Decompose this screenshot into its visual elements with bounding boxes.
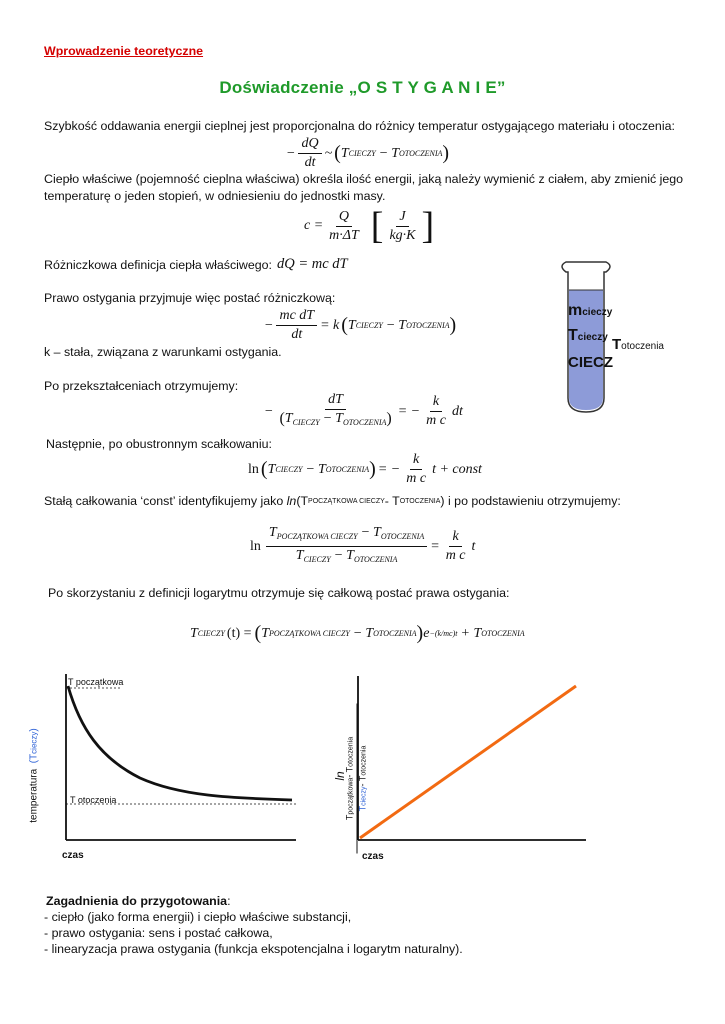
graph1-y-label: temperatura (Tcieczy) [28,728,40,823]
test-tube-illustration [538,254,688,414]
equation-cooling-differential: − $\frac{\text{mc dT}}{dt}$ = k ( T CIECZY − T OTOCZENIA ) [264,308,457,342]
equation-ln-ratio: ln $\frac{T_{POCZĄTKOWA CIECZY} - T_{OTOCZENIA}}{T_{CIECZY} - T_{OTOCZENIA}}$ = $\frac{k}{\text{m c}}$ t [250,525,476,564]
graph2-line [360,686,576,838]
tube-liquid-label: CIECZ [568,354,613,371]
preparation-item-1: - ciepło (jako forma energii) i ciepło właściwe substancji, [44,910,352,924]
preparation-item-3: - linearyzacja prawa ostygania (funkcja ekspotencjalna i logarytm naturalny). [44,942,463,956]
equation-heat-rate: − $\frac{dQ}{dt}$ ~ ( T CIECZY − T OTOCZENIA ) [286,136,450,170]
tube-temp-label: Tcieczy [568,327,608,344]
paragraph-transformations: Po przekształceniach otrzymujemy: [44,379,239,393]
paragraph-cooling-law: Prawo ostygania przyjmuje więc postać różniczkową: [44,291,336,305]
graph1-ambient-label: T otoczenia [70,795,117,805]
preparation-heading: Zagadnienia do przygotowania: [46,894,231,908]
graph1-cooling-curve [68,686,292,800]
paragraph-differential-def: Różniczkowa definicja ciepła właściwego: [44,258,272,272]
preparation-item-2: - prawo ostygania: sens i postać całkowa, [44,926,273,940]
cooling-curve-chart [40,668,300,858]
paragraph-k-constant: k – stała, związana z warunkami ostygania. [44,345,282,359]
equation-cooling-integral: T CIECZY (t) = ( T POCZĄTKOWA CIECZY − T OTOCZENIA ) e −(k/mc)t + T OTOCZENIA [190,622,525,644]
linearized-chart [350,674,590,844]
tube-mass-label: mcieczy [568,302,613,319]
equation-integrated: ln ( T CIECZY − T OTOCZENIA ) = − $\frac{k}{\text{m c}}$ t + const [248,452,482,486]
paragraph-integration: Następnie, po obustronnym scałkowaniu: [46,437,272,451]
graph1-x-label: czas [62,850,84,861]
ambient-temp-label: Totoczenia [612,336,664,353]
graph1-initial-label: T początkowa [68,677,124,687]
page-title: Doświadczenie „O S T Y G A N I E” [219,78,506,97]
graph2-y-fraction: Tpoczątkowa- Totoczenia Tcieczy- Totoczenia [345,704,370,854]
paragraph-specific-heat-1: Ciepło właściwe (pojemność cieplna właściwa) określa ilość energii, jaką należy wymienić z ciałem, aby zmienić jego [44,172,684,186]
equation-specific-heat: c = $\frac{Q}{m\cdot\Delta T}$ [ $\frac{J}{kg\cdot K}$ ] [304,205,435,247]
equation-separated: − $\frac{dT}{(T_{CIECZY} - T_{OTOCZENIA})}$ = − $\frac{k}{\text{m c}}$ dt [264,392,463,429]
graph2-x-label: czas [362,851,384,862]
paragraph-rate: Szybkość oddawania energii cieplnej jest proporcjonalna do różnicy temperatur ostygającego materiału i otoczenia: [44,119,675,133]
intro-link[interactable]: Wprowadzenie teoretyczne [44,44,204,58]
paragraph-log-definition: Po skorzystaniu z definicji logarytmu otrzymuje się całkową postać prawa ostygania: [48,586,510,600]
paragraph-specific-heat-2: temperaturę o jeden stopień, w odniesieniu do jednostki masy. [44,189,386,203]
equation-differential-heat: dQ = mc dT [277,256,348,272]
graph2-y-label: ln [333,771,347,781]
paragraph-constant-identification: Stałą całkowania ‘const’ identyfikujemy jako ln (T POCZĄTKOWA CIECZY - T OTOCZENIA ) i po podstawieniu otrzymujemy: [44,494,621,508]
